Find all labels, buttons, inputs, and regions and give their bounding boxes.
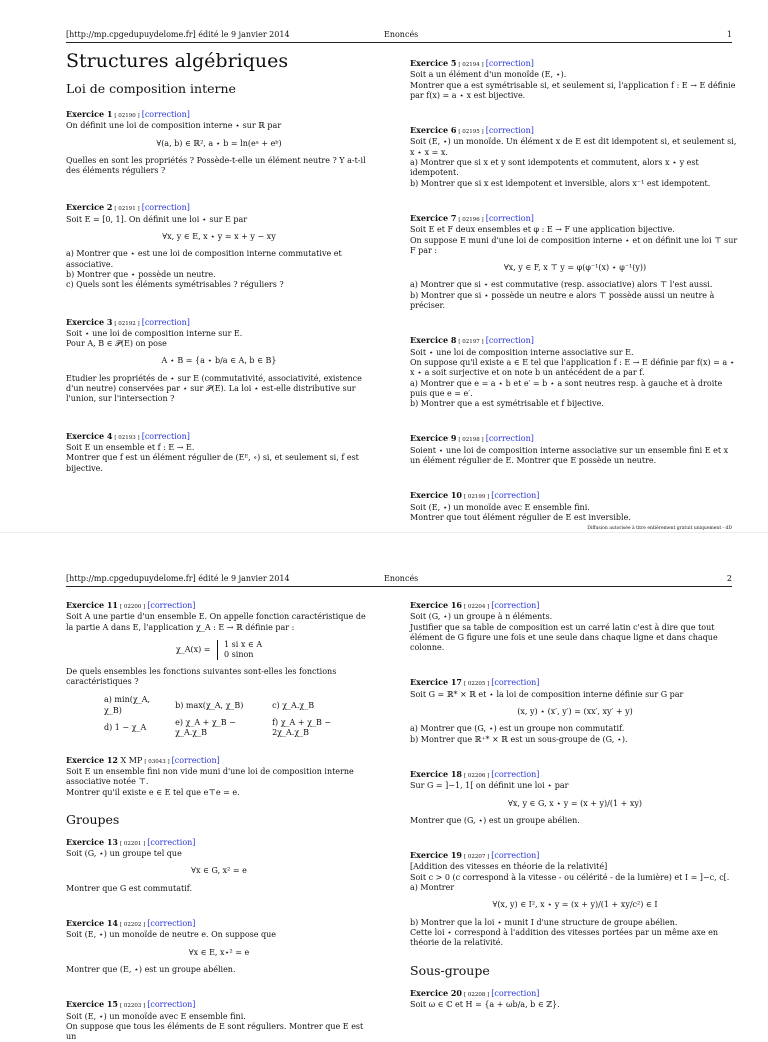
- exercise-title: Exercice 20: [410, 987, 462, 998]
- exercise-code: [ 02204 ]: [463, 604, 490, 610]
- exercise-code: [ 02202 ]: [119, 922, 146, 929]
- exercise-title: Exercice 11: [66, 600, 118, 610]
- equation: A ⋆ B = {a ⋆ b/a ∈ A, b ∈ B}: [161, 356, 277, 366]
- exercise-text: b) Montrer que ℝ⁺* × ℝ est un sous-groupe de (G, ⋆).: [410, 734, 628, 744]
- function-list: [102, 693, 372, 740]
- exercise-code: [ 02197 ]: [458, 339, 484, 346]
- document-title: Structures algébriques: [66, 50, 289, 72]
- exercise-title: Exercice 10: [410, 490, 462, 501]
- exercise-code: [ 02203 ]: [119, 1003, 146, 1010]
- exercise-14: [66, 918, 372, 975]
- exercise-title: Exercice 4: [66, 430, 113, 441]
- exercise-19: [410, 850, 740, 948]
- exercise-16: [410, 600, 740, 653]
- exercise-20: [410, 988, 740, 1011]
- exercise-title: Exercice 3: [66, 316, 113, 327]
- exercise-code: [ 02205 ]: [463, 681, 490, 688]
- right-column: [410, 600, 740, 1010]
- exercise-12: [66, 755, 372, 798]
- exercise-7: [410, 213, 740, 311]
- exercise-text: b) Montrer que si ⋆ possède un neutre e alors ⊤ possède aussi un neutre à préciser.: [410, 290, 715, 311]
- section-title: Groupes: [66, 811, 120, 827]
- exercise-code: [ 02200 ]: [119, 604, 146, 610]
- exercise-text: Etudier les propriétés de ⋆ sur E (commutativité, associativité, existence d'un neutre) conservées par ⋆ sur 𝒫(E). La loi ⋆ est-elle distributive sur l'union, sur l'intersection ?: [66, 373, 362, 404]
- exercise-text: [Addition des vitesses en théorie de la relativité]: [410, 862, 608, 872]
- exercise-code: [ 02191 ]: [114, 206, 140, 213]
- exercise-8: [410, 335, 740, 409]
- exercise-text: Soit ⋆ une loi de composition interne sur E.: [66, 328, 243, 338]
- correction-link[interactable]: [correction]: [141, 317, 190, 327]
- correction-link[interactable]: [correction]: [147, 919, 196, 929]
- list-item: c) χ_A.χ_B: [272, 700, 315, 710]
- exercise-text: Soit E = [0, 1]. On définit une loi ⋆ sur E par: [66, 214, 248, 224]
- exercise-text: Soit E un ensemble fini non vide muni d'une loi de composition interne associative notée ⊤.: [66, 766, 354, 787]
- exercise-title: Exercice 12: [66, 754, 118, 765]
- exercise-text: b) Montrer que ⋆ possède un neutre.: [66, 269, 216, 279]
- exercise-3: [66, 317, 372, 405]
- left-column: [66, 600, 372, 1042]
- header-center: Enoncés: [384, 574, 419, 583]
- equation: ∀(x, y) ∈ I², x ⋆ y = (x + y)/(1 + xy/c²) ∈ I: [492, 900, 658, 910]
- section-title: Loi de composition interne: [66, 81, 236, 96]
- correction-link[interactable]: [correction]: [491, 491, 540, 501]
- exercise-text: a) Montrer que e = a ⋆ b et e′ = b ⋆ a sont neutres resp. à gauche et à droite puis que e = e′.: [410, 378, 723, 398]
- exercise-title: Exercice 13: [66, 836, 118, 847]
- exercise-code: [ 03043 ]: [144, 758, 170, 765]
- correction-link[interactable]: [correction]: [485, 434, 534, 444]
- exercise-title: Exercice 5: [410, 58, 457, 68]
- exercise-text: Soit (E, ⋆) un monoïde. Un élément x de E est dit idempotent si, et seulement si, x ⋆ x = x.: [410, 137, 737, 157]
- exercise-title: Exercice 2: [66, 202, 113, 213]
- correction-link[interactable]: [correction]: [491, 678, 540, 688]
- exercise-title: Exercice 16: [410, 600, 462, 610]
- exercise-text: Montrer que f est un élément régulier de (Eᴱ, ∘) si, et seulement si, f est bijective.: [66, 453, 359, 473]
- case-2: 0 sinon: [224, 649, 254, 659]
- exercise-title: Exercice 6: [410, 125, 457, 136]
- exercise-code: [ 02201 ]: [119, 840, 146, 847]
- exercise-title: Exercice 19: [410, 850, 462, 861]
- exercise-title: Exercice 15: [66, 999, 118, 1010]
- exercise-code: [ 02207 ]: [463, 854, 490, 861]
- equation: (x, y) ⋆ (x′, y′) = (xx′, xy′ + y): [517, 707, 633, 717]
- exercise-text: a) Montrer: [410, 883, 455, 893]
- exercise-code: [ 02193 ]: [114, 434, 140, 441]
- page-number: 1: [726, 30, 732, 39]
- exercise-text: Montrer qu'il existe e ∈ E tel que e⊤e = e.: [66, 787, 240, 797]
- exercise-text: Montrer que G est commutatif.: [66, 883, 192, 893]
- exercise-text: Soit a un élément d'un monoïde (E, ⋆).: [410, 70, 567, 80]
- exercise-4: [66, 431, 372, 474]
- exercise-text: On suppose E muni d'une loi de composition interne ⋆ et on définit une loi ⊤ sur F par :: [410, 235, 738, 255]
- exercise-text: Soit A une partie d'un ensemble E. On appelle fonction caractéristique de la partie A dans E, l'application χ_A : E → ℝ définie par :: [66, 612, 366, 632]
- exercise-17: [410, 677, 740, 744]
- correction-link[interactable]: [correction]: [485, 336, 534, 346]
- exercise-text: Soit (E, ⋆) un monoïde avec E ensemble fini.: [410, 502, 590, 512]
- equation: ∀x ∈ G, x² = e: [191, 866, 247, 876]
- exercise-text: Quelles en sont les propriétés ? Possède-t-elle un élément neutre ? Y a-t-il des éléments réguliers ?: [66, 155, 366, 176]
- exercise-title: Exercice 17: [410, 677, 462, 688]
- exercise-text: Cette loi ⋆ correspond à l'addition des vitesses portées par un même axe en théorie de la relativité.: [410, 927, 719, 948]
- exercise-1: [66, 109, 372, 176]
- exercise-title: Exercice 7: [410, 212, 457, 223]
- equation: ∀x ∈ E, x⋆² = e: [188, 947, 250, 957]
- exercise-15: [66, 999, 372, 1042]
- cases-brace: [217, 640, 262, 660]
- exercise-code: [ 02192 ]: [114, 320, 140, 327]
- correction-link[interactable]: [correction]: [491, 769, 540, 779]
- case-1: 1 si x ∈ A: [224, 639, 263, 649]
- exercise-13: [66, 837, 372, 894]
- exercise-title: Exercice 9: [410, 433, 457, 444]
- correction-link[interactable]: [correction]: [491, 988, 540, 998]
- exercise-tag: X MP: [120, 755, 143, 765]
- correction-link[interactable]: [correction]: [485, 213, 534, 223]
- list-item: d) 1 − χ_A: [104, 723, 147, 733]
- header-url[interactable]: [http://mp.cpgedupuydelome.fr] édité le 9 janvier 2014: [66, 30, 290, 39]
- page-footer: Diffusion autorisée à titre entièrement gratuit uniquement - dD: [587, 526, 732, 531]
- exercise-code: [ 02194 ]: [458, 62, 484, 68]
- exercise-text: a) Montrer que si ⋆ est commutative (resp. associative) alors ⊤ l'est aussi.: [410, 280, 713, 290]
- exercise-text: a) Montrer que si x et y sont idempotents et commutent, alors x ⋆ y est idempotent.: [410, 158, 699, 178]
- exercise-text: Pour A, B ∈ 𝒫(E) on pose: [66, 339, 167, 349]
- list-item: a) min(χ_A, χ_B): [104, 695, 151, 715]
- exercise-code: [ 02199 ]: [463, 494, 490, 501]
- correction-link[interactable]: [correction]: [485, 59, 534, 68]
- exercise-text: Montrer que (G, ⋆) est un groupe abélien.: [410, 815, 580, 825]
- exercise-text: Soient ⋆ une loi de composition interne associative sur un ensemble fini E et x un élément régulier de E. Montrer que E possède un neutre.: [410, 445, 729, 466]
- exercise-text: Soit E un ensemble et f : E → E.: [66, 442, 195, 452]
- exercise-title: Exercice 1: [66, 109, 113, 119]
- correction-link[interactable]: [correction]: [485, 126, 534, 136]
- exercise-text: b) Montrer que a est symétrisable et f bijective.: [410, 399, 604, 409]
- exercise-text: b) Montrer que si x est idempotent et inversible, alors x⁻¹ est idempotent.: [410, 178, 711, 188]
- exercise-text: On suppose que tous les éléments de E sont réguliers. Montrer que E est un: [66, 1021, 364, 1042]
- exercise-text: Soit G = ℝ* × ℝ et ⋆ la loi de composition interne définie sur G par: [410, 689, 684, 699]
- exercise-18: [410, 769, 740, 826]
- exercise-code: [ 02196 ]: [458, 216, 484, 223]
- equation: ∀x, y ∈ G, x ⋆ y = (x + y)/(1 + xy): [508, 798, 642, 808]
- exercise-10: [410, 490, 740, 523]
- exercise-text: Montrer que a est symétrisable si, et seulement si, l'application f : E → E définie par f(x) = a ⋆ x est bijective.: [410, 80, 736, 100]
- header-center: Enoncés: [384, 30, 419, 39]
- equation: ∀x, y ∈ F, x ⊤ y = φ(φ⁻¹(x) ⋆ φ⁻¹(y)): [503, 263, 647, 273]
- right-column: [410, 58, 740, 523]
- correction-link[interactable]: [correction]: [147, 837, 196, 847]
- equation-lhs: χ_A(x) =: [175, 644, 211, 654]
- exercise-text: Soit (E, ⋆) un monoïde avec E ensemble fini.: [66, 1011, 246, 1021]
- exercise-text: Montrer que tout élément régulier de E est inversible.: [410, 512, 631, 522]
- exercise-text: De quels ensembles les fonctions suivantes sont-elles les fonctions caractéristiques ?: [66, 666, 337, 687]
- exercise-11: [66, 600, 372, 741]
- exercise-text: Justifier que sa table de composition est un carré latin c'est à dire que tout élément de G figure une fois et une seule dans chaque ligne et dans chaque colonne.: [410, 622, 718, 653]
- exercise-text: a) Montrer que (G, ⋆) est un groupe non commutatif.: [410, 724, 625, 734]
- exercise-code: [ 02206 ]: [463, 772, 490, 779]
- exercise-text: Soit (E, ⋆) un monoïde de neutre e. On suppose que: [66, 930, 277, 940]
- exercise-2: [66, 202, 372, 290]
- correction-link[interactable]: [correction]: [141, 431, 190, 441]
- page-separator: [0, 532, 768, 568]
- exercise-9: [410, 433, 740, 466]
- left-column: [66, 50, 372, 474]
- equation: ∀(a, b) ∈ ℝ², a ⋆ b = ln(eᵃ + eᵇ): [156, 138, 282, 148]
- piecewise-equation: [66, 640, 372, 660]
- section-title: Sous-groupe: [410, 962, 490, 978]
- page-header: [66, 574, 732, 587]
- exercise-text: Sur G = ]−1, 1[ on définit une loi ⋆ par: [410, 781, 569, 791]
- correction-link[interactable]: [correction]: [147, 1000, 196, 1010]
- header-url[interactable]: [http://mp.cpgedupuydelome.fr] édité le 9 janvier 2014: [66, 574, 290, 583]
- exercise-text: Soit ⋆ une loi de composition interne associative sur E.: [410, 347, 634, 357]
- exercise-5: [410, 58, 740, 101]
- page-header: [66, 30, 732, 43]
- exercise-6: [410, 125, 740, 189]
- equation: ∀x, y ∈ E, x ⋆ y = x + y − xy: [162, 232, 276, 242]
- correction-link[interactable]: [correction]: [491, 601, 540, 610]
- list-item: e) χ_A + χ_B − χ_A.χ_B: [175, 718, 236, 738]
- exercise-text: b) Montrer que la loi ⋆ munit I d'une structure de groupe abélien.: [410, 917, 678, 927]
- correction-link[interactable]: [correction]: [141, 110, 190, 119]
- correction-link[interactable]: [correction]: [147, 601, 196, 610]
- exercise-code: [ 02195 ]: [458, 129, 484, 136]
- exercise-text: Soit c > 0 (c correspond à la vitesse - ou célérité - de la lumière) et I = ]−c, c[.: [410, 872, 730, 882]
- exercise-code: [ 02190 ]: [114, 113, 140, 119]
- exercise-title: Exercice 18: [410, 768, 462, 779]
- exercise-text: Soit (G, ⋆) un groupe à n éléments.: [410, 612, 553, 622]
- exercise-code: [ 02198 ]: [458, 437, 484, 444]
- page-number: 2: [726, 574, 732, 583]
- exercise-code: [ 02208 ]: [463, 991, 490, 998]
- exercise-title: Exercice 14: [66, 918, 118, 929]
- list-item: b) max(χ_A, χ_B): [175, 700, 244, 710]
- exercise-text: Soit ω ∈ ℂ et H = {a + ωb/a, b ∈ ℤ}.: [410, 999, 560, 1009]
- exercise-text: On définit une loi de composition interne ⋆ sur ℝ par: [66, 121, 282, 131]
- page-2: [0, 566, 768, 1042]
- exercise-text: a) Montrer que ⋆ est une loi de composition interne commutative et associative.: [66, 249, 342, 269]
- exercise-title: Exercice 8: [410, 335, 457, 346]
- exercise-text: Soit (G, ⋆) un groupe tel que: [66, 849, 182, 859]
- exercise-text: On suppose qu'il existe a ∈ E tel que l'application f : E → E définie par f(x) = a ⋆ x ⋆ a soit surjective et on note b un antécédent de a par f.: [410, 357, 735, 378]
- exercise-text: Soit E et F deux ensembles et φ : E → F une application bijective.: [410, 225, 675, 235]
- correction-link[interactable]: [correction]: [141, 203, 190, 213]
- correction-link[interactable]: [correction]: [171, 755, 220, 765]
- exercise-text: c) Quels sont les éléments symétrisables ? réguliers ?: [66, 280, 284, 290]
- list-item: f) χ_A + χ_B − 2χ_A.χ_B: [272, 718, 332, 738]
- correction-link[interactable]: [correction]: [491, 851, 540, 861]
- exercise-text: Montrer que (E, ⋆) est un groupe abélien.: [66, 964, 236, 974]
